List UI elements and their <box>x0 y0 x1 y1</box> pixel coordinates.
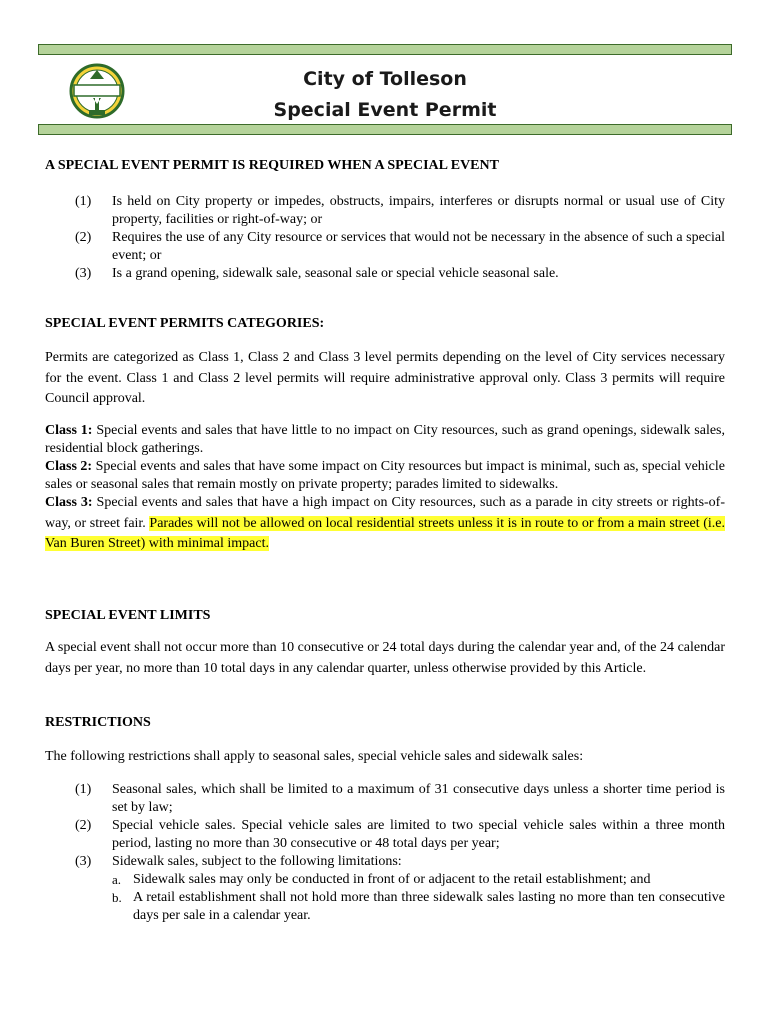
sub-list-item <box>112 889 725 925</box>
restrictions-list <box>75 781 725 925</box>
limits-heading: SPECIAL EVENT LIMITS <box>45 608 211 623</box>
restrictions-heading: RESTRICTIONS <box>45 715 151 730</box>
restrictions-intro: The following restrictions shall apply to seasonal sales, special vehicle sales and sidewalk sales: <box>45 749 584 764</box>
list-item <box>75 853 725 925</box>
class1-text: Special events and sales that have little to no impact on City resources, such as grand openings, sidewalk sales, residential block gatherings. <box>45 423 725 456</box>
item-number: (1) <box>75 194 92 209</box>
item-number: (3) <box>75 266 92 281</box>
item-number: (1) <box>75 782 92 797</box>
item-text: Requires the use of any City resource or services that would not be necessary in the absence of such a special event; or <box>112 230 725 263</box>
class3-text: Special events and sales that have a high impact on City resources, such as a parade in city streets or rights-of-way, or street fair. <box>45 495 726 531</box>
list-item <box>75 817 725 853</box>
page-title: City of Tolleson <box>303 68 467 90</box>
class3-label: Class 3: <box>45 495 93 510</box>
sub-item-text: Sidewalk sales may only be conducted in front of or adjacent to the retail establishment; and <box>133 872 651 887</box>
item-text: Is a grand opening, sidewalk sale, seasonal sale or special vehicle seasonal sale. <box>112 266 559 281</box>
item-text: Special vehicle sales. Special vehicle sales are limited to two special vehicle sales within a three month period, lasting no more than 30 consecutive or 48 total days per year; <box>112 818 725 851</box>
class2-text: Special events and sales that have some impact on City resources but impact is minimal, such as, special vehicle sales or seasonal sales that remain mostly on private property; parades limited to sidewalks. <box>45 459 725 492</box>
list-item <box>75 229 725 265</box>
list-item <box>75 193 725 229</box>
page-subtitle: Special Event Permit <box>273 99 497 121</box>
class1-paragraph <box>45 422 725 457</box>
sub-item-letter: a. <box>112 872 122 887</box>
sub-item-text: A retail establishment shall not hold more than three sidewalk sales lasting no more than ten consecutive days per sale in a calendar year. <box>133 890 725 923</box>
item-text: Sidewalk sales, subject to the following limitations: <box>112 854 402 869</box>
item-number: (3) <box>75 854 92 869</box>
item-text: Is held on City property or impedes, obstructs, impairs, interferes or disrupts normal or usual use of City property, facilities or right-of-way; or <box>112 194 725 227</box>
header-bottom-bar <box>38 124 732 135</box>
list-item <box>75 265 725 283</box>
header-top-bar <box>38 44 732 55</box>
sub-item-letter: b. <box>112 890 122 905</box>
highlighted-text: Parades will not be allowed on local residential streets unless it is in route to or from a main street (i.e. Van Buren Street) with minimal impact. <box>45 515 725 551</box>
limits-paragraph: A special event shall not occur more than 10 consecutive or 24 total days during the calendar year and, of the 24 calendar days per year, no more than 10 total days in any calendar quarter, unless otherwise provided by this Article. <box>45 640 725 676</box>
sub-list-item <box>112 871 725 889</box>
item-number: (2) <box>75 818 92 833</box>
list-item <box>75 781 725 817</box>
categories-paragraph: Permits are categorized as Class 1, Class 2 and Class 3 level permits depending on the level of City services necessary for the event. Class 1 and Class 2 level permits will require administrative approval only. Class 3 permits will require Council approval. <box>45 350 725 406</box>
intro-heading: A SPECIAL EVENT PERMIT IS REQUIRED WHEN A SPECIAL EVENT <box>45 158 499 173</box>
class2-paragraph <box>45 458 725 493</box>
intro-list <box>75 193 725 283</box>
class1-label: Class 1: <box>45 423 93 438</box>
item-number: (2) <box>75 230 92 245</box>
sub-list <box>112 871 725 925</box>
class3-paragraph <box>45 493 725 555</box>
categories-heading: SPECIAL EVENT PERMITS CATEGORIES: <box>45 316 325 331</box>
item-text: Seasonal sales, which shall be limited to a maximum of 31 consecutive days unless a shorter time period is set by law; <box>112 782 725 815</box>
class2-label: Class 2: <box>45 459 93 474</box>
